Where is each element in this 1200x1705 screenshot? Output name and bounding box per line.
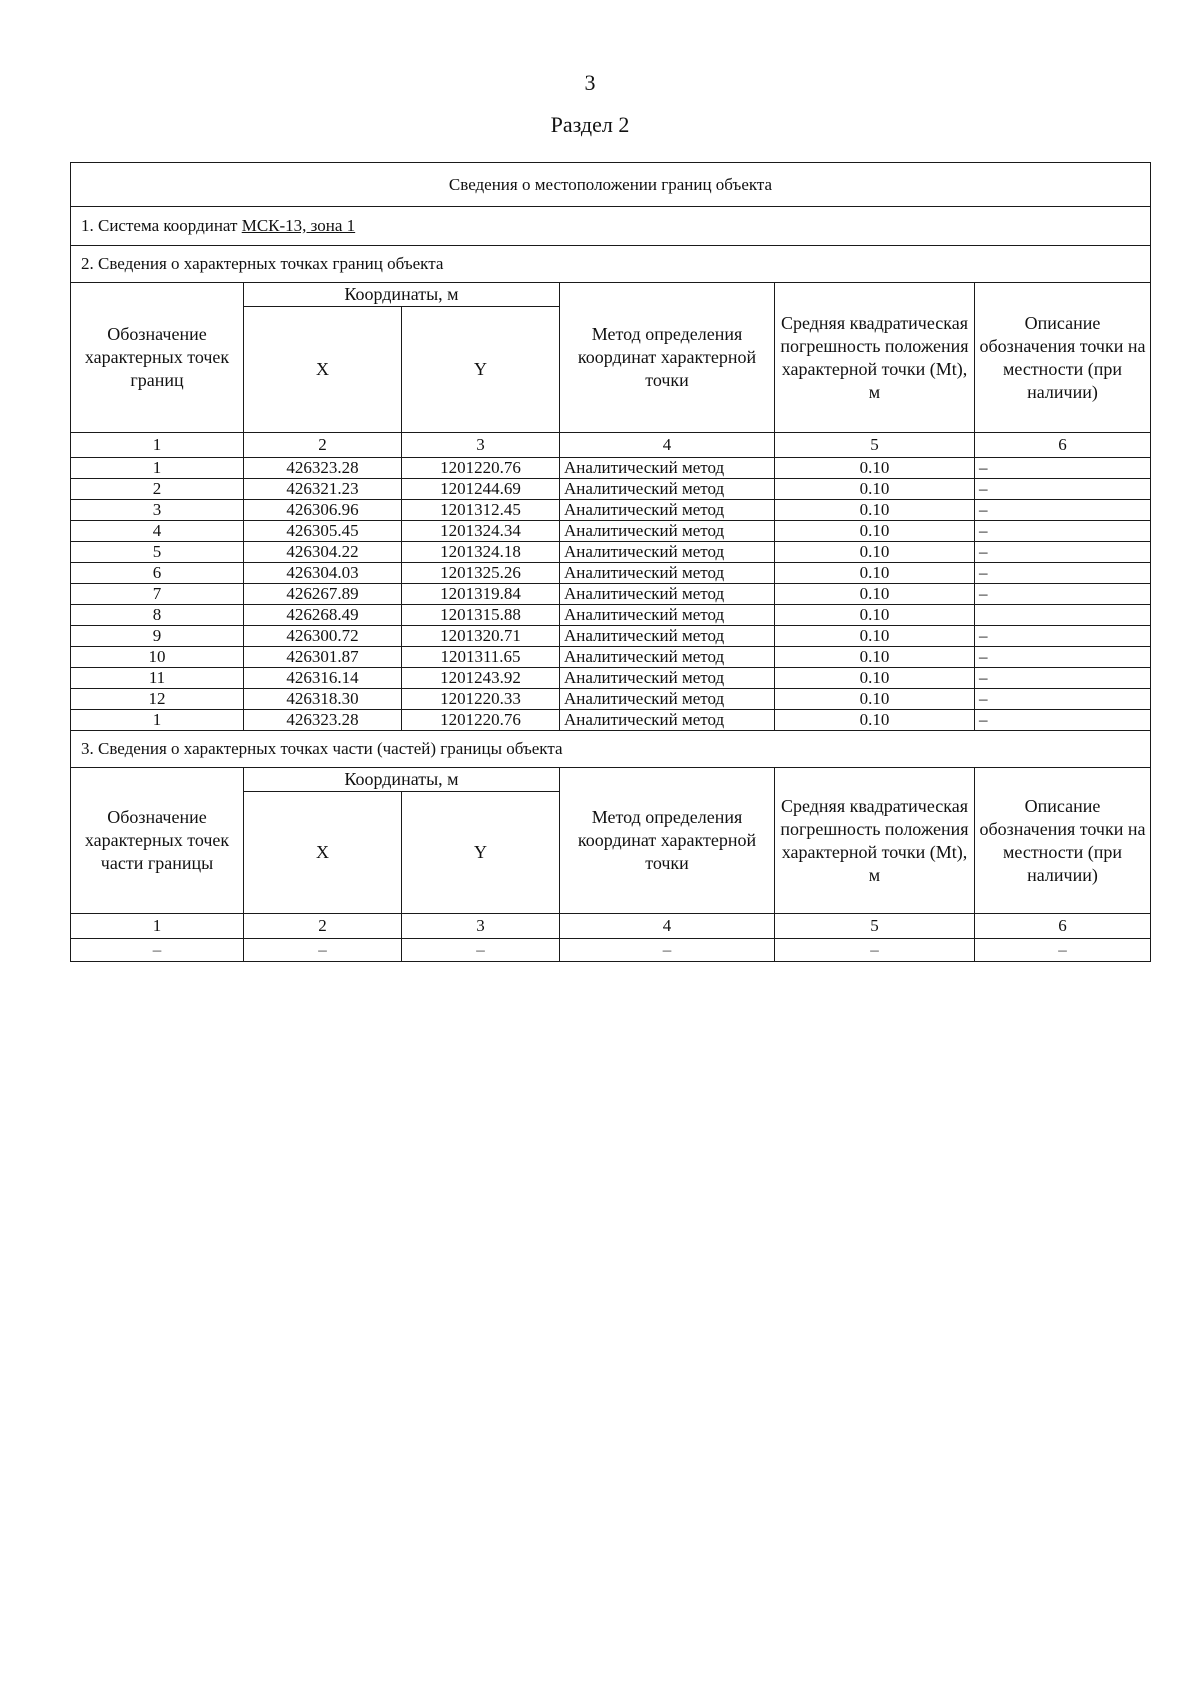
s2-header-error: Средняя квадратическая погрешность положения характерной точки (Mt), м [775,283,975,433]
point-description: – [975,689,1151,710]
table-row [71,647,1151,668]
point-id: 4 [71,521,244,542]
point-method: Аналитический метод [560,500,775,521]
s2-column-number: 5 [775,433,975,458]
table-row [71,626,1151,647]
point-x: 426268.49 [244,605,402,626]
s3-header-y: Y [402,792,560,914]
point-y: 1201220.76 [402,458,560,479]
table-caption: Сведения о местоположении границ объекта [71,163,1151,207]
s3-empty-row [71,939,1151,962]
point-error: 0.10 [775,458,975,479]
point-description: – [975,668,1151,689]
point-x: 426305.45 [244,521,402,542]
s3-header-error: Средняя квадратическая погрешность положения характерной точки (Mt), м [775,768,975,914]
section2-title: 2. Сведения о характерных точках границ объекта [71,246,1151,283]
point-description: – [975,500,1151,521]
point-error: 0.10 [775,584,975,605]
s3-header-designation: Обозначение характерных точек части границы [71,768,244,914]
point-x: 426267.89 [244,584,402,605]
point-error: 0.10 [775,647,975,668]
point-error: 0.10 [775,626,975,647]
point-error: 0.10 [775,605,975,626]
point-description: – [975,458,1151,479]
section3-title: 3. Сведения о характерных точках части (частей) границы объекта [71,731,1151,768]
s2-column-number: 3 [402,433,560,458]
point-x: 426318.30 [244,689,402,710]
point-id: 6 [71,563,244,584]
table-row [71,710,1151,731]
point-x: 426304.03 [244,563,402,584]
s3-empty-cell: – [975,939,1151,962]
point-method: Аналитический метод [560,563,775,584]
s2-header-coordinates: Координаты, м [244,283,560,307]
point-description: – [975,710,1151,731]
point-id: 10 [71,647,244,668]
s3-header-coordinates: Координаты, м [244,768,560,792]
point-description: – [975,563,1151,584]
s2-column-numbers [71,433,1151,458]
point-error: 0.10 [775,668,975,689]
point-id: 1 [71,710,244,731]
table-row [71,458,1151,479]
point-x: 426323.28 [244,710,402,731]
point-y: 1201325.26 [402,563,560,584]
s3-header-description: Описание обозначения точки на местности (при наличии) [975,768,1151,914]
point-description: – [975,584,1151,605]
s3-empty-cell: – [71,939,244,962]
point-error: 0.10 [775,500,975,521]
table-row [71,668,1151,689]
point-method: Аналитический метод [560,710,775,731]
table-row [71,479,1151,500]
s2-header-designation: Обозначение характерных точек границ [71,283,244,433]
point-method: Аналитический метод [560,458,775,479]
s3-column-number: 3 [402,914,560,939]
point-y: 1201244.69 [402,479,560,500]
point-description: – [975,542,1151,563]
point-method: Аналитический метод [560,689,775,710]
point-id: 2 [71,479,244,500]
point-error: 0.10 [775,710,975,731]
point-id: 9 [71,626,244,647]
s3-column-number: 4 [560,914,775,939]
point-description: – [975,626,1151,647]
point-error: 0.10 [775,521,975,542]
point-x: 426323.28 [244,458,402,479]
table-row [71,689,1151,710]
coord-system-prefix: 1. Система координат [81,216,238,235]
s3-column-number: 6 [975,914,1151,939]
s3-column-number: 1 [71,914,244,939]
s3-column-number: 2 [244,914,402,939]
s3-header-x: X [244,792,402,914]
point-method: Аналитический метод [560,521,775,542]
point-error: 0.10 [775,689,975,710]
s2-header-x: X [244,307,402,433]
s2-header-description: Описание обозначения точки на местности (при наличии) [975,283,1151,433]
point-description: – [975,521,1151,542]
point-error: 0.10 [775,542,975,563]
s2-header-method: Метод определения координат характерной точки [560,283,775,433]
point-id: 3 [71,500,244,521]
table-row [71,584,1151,605]
s3-empty-cell: – [560,939,775,962]
point-description: – [975,479,1151,500]
point-description [975,605,1151,626]
point-y: 1201311.65 [402,647,560,668]
s2-header-y: Y [402,307,560,433]
boundary-table [70,162,1151,962]
point-x: 426306.96 [244,500,402,521]
s3-header-method: Метод определения координат характерной точки [560,768,775,914]
point-method: Аналитический метод [560,605,775,626]
point-method: Аналитический метод [560,668,775,689]
point-x: 426304.22 [244,542,402,563]
point-x: 426316.14 [244,668,402,689]
point-id: 12 [71,689,244,710]
point-id: 5 [71,542,244,563]
point-y: 1201324.18 [402,542,560,563]
point-id: 1 [71,458,244,479]
point-y: 1201319.84 [402,584,560,605]
s2-column-number: 2 [244,433,402,458]
point-error: 0.10 [775,479,975,500]
s3-empty-cell: – [402,939,560,962]
point-y: 1201324.34 [402,521,560,542]
table-row [71,500,1151,521]
table-row [71,521,1151,542]
s3-empty-cell: – [775,939,975,962]
point-y: 1201315.88 [402,605,560,626]
point-description: – [975,647,1151,668]
point-method: Аналитический метод [560,542,775,563]
point-error: 0.10 [775,563,975,584]
point-id: 8 [71,605,244,626]
s3-empty-cell: – [244,939,402,962]
point-id: 7 [71,584,244,605]
coord-system-row [71,207,1151,246]
s3-column-numbers [71,914,1151,939]
section-title: Раздел 2 [550,112,630,137]
s2-column-number: 1 [71,433,244,458]
point-method: Аналитический метод [560,584,775,605]
point-method: Аналитический метод [560,626,775,647]
table-row [71,542,1151,563]
point-x: 426301.87 [244,647,402,668]
point-y: 1201320.71 [402,626,560,647]
table-row [71,563,1151,584]
s3-column-number: 5 [775,914,975,939]
point-x: 426300.72 [244,626,402,647]
point-id: 11 [71,668,244,689]
point-y: 1201243.92 [402,668,560,689]
page-number: 3 [584,70,596,95]
point-y: 1201312.45 [402,500,560,521]
coord-system-value: МСК-13, зона 1 [241,216,356,235]
table-row [71,605,1151,626]
s2-column-number: 4 [560,433,775,458]
point-y: 1201220.76 [402,710,560,731]
point-y: 1201220.33 [402,689,560,710]
point-method: Аналитический метод [560,647,775,668]
point-method: Аналитический метод [560,479,775,500]
s2-column-number: 6 [975,433,1151,458]
point-x: 426321.23 [244,479,402,500]
